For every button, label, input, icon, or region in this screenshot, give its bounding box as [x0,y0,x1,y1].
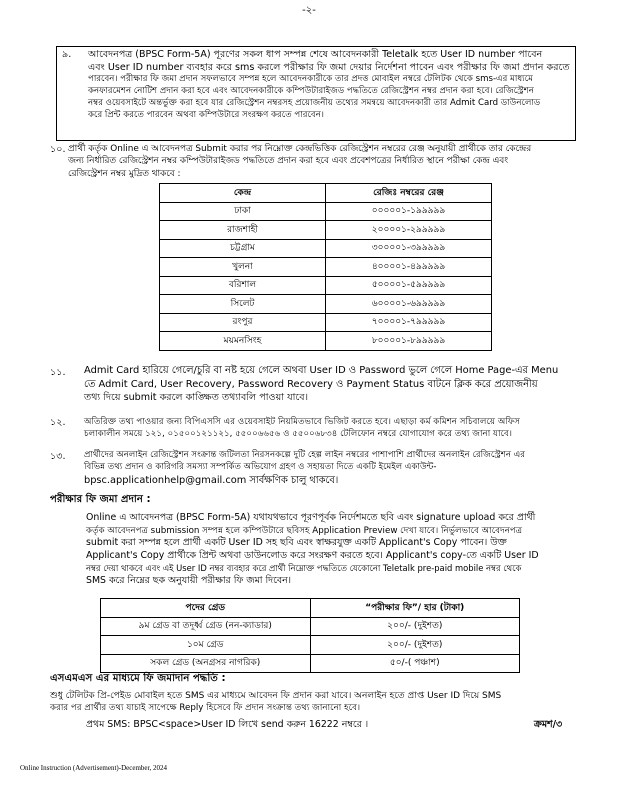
page-number: -২- [302,5,316,16]
table-row-cell: সিলেট [160,295,326,314]
item-11 [50,364,582,405]
fee-section-text [86,512,582,587]
table-row-cell: খুলনা [160,258,326,277]
item-10 [50,143,582,180]
item-12-line: অতিরিক্ত তথ্য পাওয়ার জন্য বিপিএসসি এর ওয়েবসাইট নিয়মিতভাবে ভিজিট করতে হবে। এছাড়া কর্ম কমিশন সচিবালয়ে অফিস [84,417,520,427]
table-header-range: রেজিঃ নম্বরের রেঞ্জ [326,184,492,203]
fee-table-row-cell: সকল গ্রেড (অনগ্রসর নাগরিক) [101,654,311,673]
item-11-line: Admit Card হারিয়ে গেলে/চুরি বা নষ্ট হয়ে গেলে অথবা User ID ও Password ভুলে গেলে Home Page-এর Menu [84,365,559,376]
table-row-cell: ৪০০০০১-৪৯৯৯৯৯ [326,258,492,277]
item-12-number: ১২. [50,417,66,428]
fee-line: Applicant's Copy প্রার্থীকে প্রিন্ট অথবা ডাউনলোড করে সংরক্ষণ করতে হবে। Applicant's copy-তে একটি User ID [86,549,539,561]
table-row [160,332,492,351]
fee-table-row-cell: ৫০/-( পঞ্চাশ) [310,654,520,673]
fee-table-header-fee: “পরীক্ষার ফি”/ হার (টাকা) [310,599,520,618]
fee-table-row-cell: ১০ম গ্রেড [101,636,311,655]
fee-table-row [101,617,520,636]
item-12-line: চলাকালীন সময়ে ১২১, ০১৫০০১২১১২১, ৫৫০০৬৬৫৬ ও ৫৫০০৬৮৩৪ টেলিফোন নম্বরে যোগাযোগ করে তথ্য জানা যাবে। [84,429,512,439]
item-11-number: ১১. [50,367,66,378]
table-row [160,258,492,277]
table-header-row [160,184,492,203]
item-13-number: ১৩. [50,451,66,462]
item-9-line: এবং User ID number ব্যবহার করে sms করলে পরীক্ষার ফি জমা দেয়ার নির্দেশনা পাবেন এবং পরীক্ষার ফি জমা প্রদান করতে [88,62,570,74]
item-11-line: তথ্য দিয়ে submit করলে কাঙ্ক্ষিত তথ্যাবলি পাওয়া যাবে। [84,392,309,404]
fee-line: নম্বর দেয়া থাকবে এবং এই User ID নম্বর ব্যবহার করে প্রার্থী নিম্নোক্ত পদ্ধতিতে যেকোনো Teletalk pre-paid mobile নম্বর থেকে [86,562,522,573]
table-row-cell: ময়মনসিংহ [160,332,326,351]
item-11-text [84,364,582,405]
center-registration-table [159,183,492,351]
table-row-cell: রংপুর [160,313,326,332]
fee-table-row [101,636,520,655]
table-row-cell: ৭০০০০১-৭৯৯৯৯৯ [326,313,492,332]
item-10-text [68,143,582,180]
table-row [160,221,492,240]
table-row-cell: রাজশাহী [160,221,326,240]
exam-fee-table [100,598,520,673]
item-9-line: করে প্রিন্ট করতে পারবেন অথবা কম্পিউটারে সংরক্ষণ করতে পারবেন। [88,109,324,120]
fee-table-row-cell: ৯ম গ্রেড বা তদূর্ধ্ব গ্রেড (নন-ক্যাডার) [101,617,311,636]
sms-section-text [50,690,582,714]
table-row [160,295,492,314]
item-12-text [84,416,582,440]
fee-line: submit করা সম্পন্ন হলে প্রার্থী একটি User ID সহ ছবি এবং স্বাক্ষরযুক্ত একটি Applicant's Copy পাবেন। উক্ত [86,536,507,548]
item-13 [50,450,582,487]
item-10-line: রেজিস্ট্রেশন নম্বর মুদ্রিত থাকবে : [68,168,181,179]
item-9-number: ৯. [62,49,72,60]
table-row-cell: ৫০০০০১-৫৯৯৯৯৯ [326,276,492,295]
table-row [160,202,492,221]
item-12 [50,416,582,440]
fee-table-header-row [101,599,520,618]
item-9 [62,48,570,122]
table-row-cell: ৩০০০০১-৩৯৯৯৯৯ [326,239,492,258]
fee-line: কর্তৃক আবেদনপত্র submission সম্পন্ন হলে কম্পিউটারে ছবিসহ Application Preview দেখা যাবে। নির্ভুলভাবে আবেদনপত্র [86,525,523,536]
item-9-line: নম্বর ওয়েবসাইটে অন্তর্ভুক্ত করা হবে যার রেজিস্ট্রেশন নম্বরসহ প্রয়োজনীয় তথ্যের সমন্বয়ে আবেদনকারী তার Admit Card ডাউনলোড [88,98,541,109]
item-13-line: প্রার্থীদের অনলাইন রেজিস্ট্রেশন সংক্রান্ত জটিলতা নিরসনকল্পে দুটি হেল্প লাইন নম্বরের পাশাপাশি প্রার্থীদের অনলাইন রেজিস্ট্রেশন এর [84,450,526,460]
fee-table-row-cell: ২০০/- (দুইশত) [310,636,520,655]
first-sms-instruction: প্রথম SMS: BPSC<space>User ID লিখে send করুন 16222 নম্বরে । [86,719,369,730]
fee-table-row [101,654,520,673]
item-9-line: পারবেন। পরীক্ষার ফি জমা প্রদান সফলভাবে সম্পন্ন হলে আবেদনকারীকে তার প্রদত্ত মোবাইল নম্বরে টেলিটক থেকে sms-এর মাধ্যমে [88,74,533,85]
table-row [160,276,492,295]
fee-table-header-grade: পদের গ্রেড [101,599,311,618]
continued-marker: ক্রমশ/৩ [534,719,563,730]
footer-text: Online Instruction (Advertisement)-December, 2024 [20,764,168,772]
sms-line: করার পর প্রার্থীর তথ্য যাচাই সাপেক্ষে Reply হিসেবে ফি প্রদান সংক্রান্ত তথ্য জানানো হবে। [50,703,361,714]
table-row-cell: ২০০০০১-২৯৯৯৯৯ [326,221,492,240]
item-9-line: কনফারমেশন নোটিশ প্রদান করা হবে এবং আবেদনকারীকে কম্পিউটারাইজড পদ্ধতিতে রেজিস্ট্রেশন নম্বর প্রদান করা হবে। রেজিস্ট্রেশন [88,86,534,97]
item-10-line: জন্য নির্ধারিত রেজিস্ট্রেশন নম্বর কম্পিউটারাইজড পদ্ধতিতে প্রদান করা হবে এবং প্রবেশপত্রের নির্ধারিত স্থানে পরীক্ষা কেন্দ্র এবং [68,156,509,167]
table-row-cell: ৮০০০০১-৮৯৯৯৯৯ [326,332,492,351]
item-10-number: ১০. [50,144,66,155]
sms-section-heading: এসএমএস এর মাধ্যমে ফি জমাদান পদ্ধতি : [50,673,226,684]
table-row-cell: ঢাকা [160,202,326,221]
sms-line: শুধু টেলিটক প্রি-পেইড মোবাইল হতে SMS এর মাধ্যমে আবেদন ফি প্রদান করা যাবে। অনলাইন হতে প্রাপ্ত User ID দিয়ে SMS [50,691,502,701]
item-13-line: bpsc.applicationhelp@gmail.com সার্বক্ষণিক চালু থাকবে। [84,474,339,486]
fee-section-heading: পরীক্ষার ফি জমা প্রদান : [50,494,151,505]
item-10-line: প্রার্থী কর্তৃক Online এ আবেদনপত্র Submit করার পর নিম্নোক্ত কেন্দ্রভিত্তিক রেজিস্ট্রেশন নম্বরের রেঞ্জ অনুযায়ী প্রার্থীকে তার কেন্দ্রের [68,144,532,154]
item-11-line: তে Admit Card, User Recovery, Password Recovery ও Payment Status বাটনে ক্লিক করে প্রয়োজনীয় [84,378,538,390]
item-13-text [84,450,582,487]
table-row-cell: ০০০০০১-১৯৯৯৯৯ [326,202,492,221]
table-row-cell: চট্টগ্রাম [160,239,326,258]
table-row-cell: ৬০০০০১-৬৯৯৯৯৯ [326,295,492,314]
table-header-center: কেন্দ্র [160,184,326,203]
table-row-cell: বরিশাল [160,276,326,295]
item-9-text [88,48,570,122]
fee-line: SMS করে নিম্নের ছক অনুযায়ী পরীক্ষার ফি জমা দিবেন। [86,574,292,586]
table-row [160,239,492,258]
table-row [160,313,492,332]
item-13-line: বিভিন্ন তথ্য প্রদান ও কারিগরি সমস্যা সম্পর্কিত অভিযোগ গ্রহণ ও সহায়তা দিতে একটি ইমেইল একাউন্ট- [84,461,437,472]
fee-line: Online এ আবেদনপত্র (BPSC Form-5A) যথাযথভাবে পূরণপূর্বক নির্দেশমতে ছবি এবং signature upload করে প্রার্থী [86,512,536,523]
fee-table-row-cell: ২০০/- (দুইশত) [310,617,520,636]
item-9-line: আবেদনপত্র (BPSC Form-5A) পূরণের সকল ধাপ সম্পন্ন শেষে আবেদনকারী Teletalk হতে User ID number পাবেন [88,49,543,60]
